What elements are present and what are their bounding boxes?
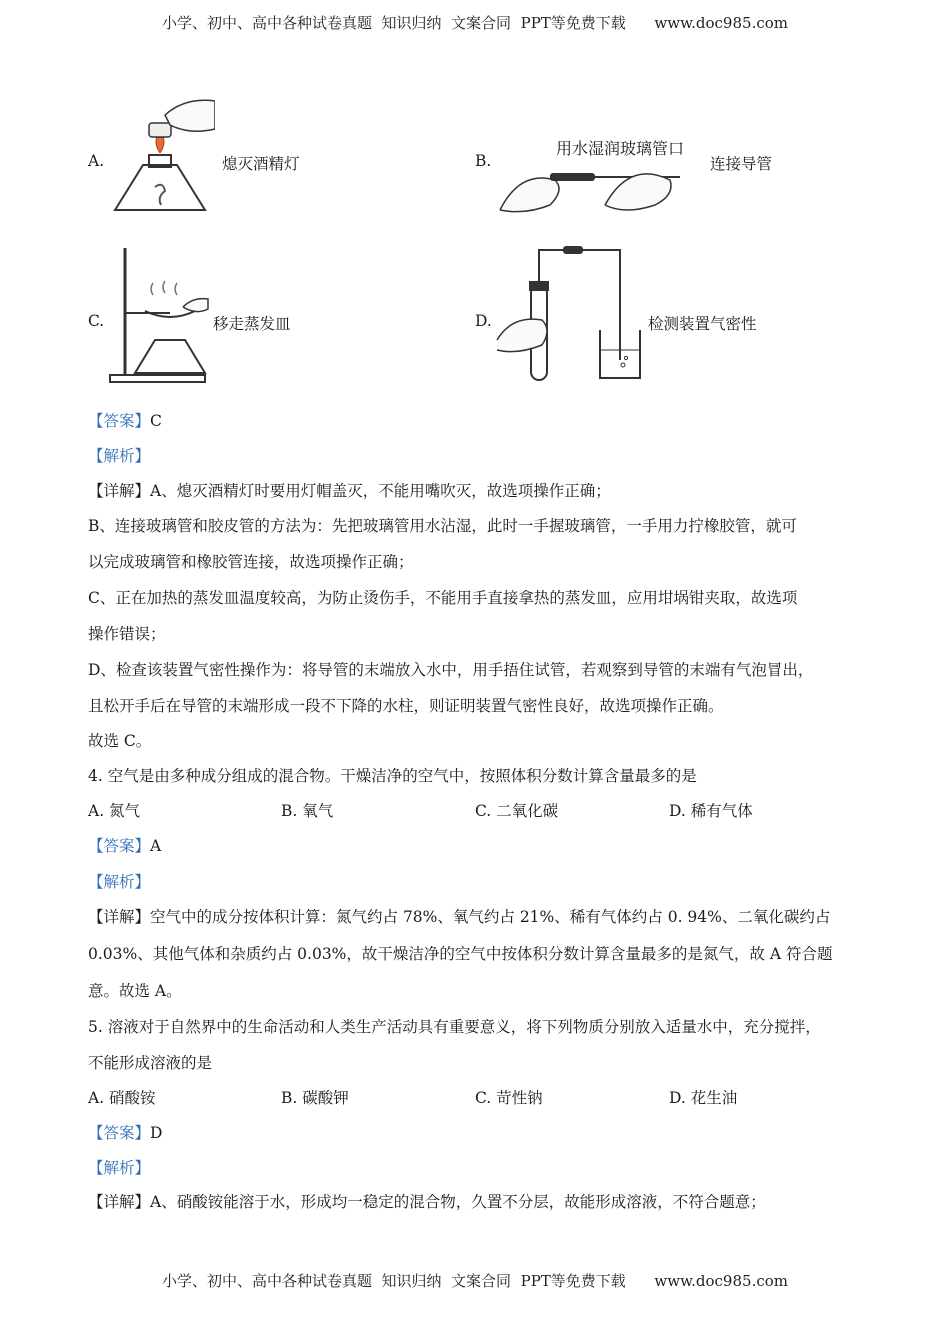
q4-option-c: C. 二氧化碳 <box>475 802 559 820</box>
q3-detail-line: C、正在加热的蒸发皿温度较高，为防止烫伤手，不能用手直接拿热的蒸发皿，应用坩埚钳夹取，故选项 <box>88 589 798 607</box>
detail-tag: 【详解】 <box>88 908 151 926</box>
q4-analysis-tag <box>88 870 150 892</box>
figure-b-label: 用水湿润玻璃管口 <box>556 139 685 158</box>
answer-tag: 【答案】 <box>88 1124 151 1142</box>
detail-tag: 【详解】 <box>88 1193 151 1211</box>
page-footer: 小学、初中、高中各种试卷真题 知识归纳 文案合同 PPT等免费下载 www.doc985.com <box>161 1272 788 1290</box>
option-b-letter: B. <box>475 152 492 170</box>
analysis-tag: 【解析】 <box>88 1159 151 1177</box>
answer-value: D <box>150 1124 163 1142</box>
q5-stem: 不能形成溶液的是 <box>88 1054 213 1072</box>
q4-option-a: A. 氮气 <box>88 802 141 820</box>
q4-detail-line: 意。故选 A。 <box>88 982 182 1000</box>
q5-option-b: B. 碳酸钾 <box>281 1089 349 1107</box>
q5-option-c: C. 苛性钠 <box>475 1089 543 1107</box>
q3-detail-line: 且松开手后在导管的末端形成一段不下降的水柱，则证明装置气密性良好，故选项操作正确。 <box>88 697 724 715</box>
q3-detail-line: 以完成玻璃管和橡胶管连接，故选项操作正确； <box>88 553 414 571</box>
q5-option-d: D. 花生油 <box>669 1089 738 1107</box>
option-b-caption: 连接导管 <box>710 155 773 173</box>
q5-option-a: A. 硝酸铵 <box>88 1089 156 1107</box>
option-a-letter: A. <box>88 152 105 170</box>
detail-text: A、熄灭酒精灯时要用灯帽盖灭，不能用嘴吹灭，故选项操作正确； <box>150 482 611 500</box>
answer-value: A <box>150 837 162 855</box>
q4-detail-line <box>88 905 830 927</box>
tube-connection-figure <box>495 155 685 215</box>
page-header: 小学、初中、高中各种试卷真题 知识归纳 文案合同 PPT等免费下载 www.doc985.com <box>161 14 788 32</box>
q4-answer <box>88 834 161 856</box>
q5-detail-line <box>88 1190 766 1212</box>
evaporating-dish-figure <box>105 245 210 385</box>
detail-text: 空气中的成分按体积计算：氮气约占 78%、氧气约占 21%、稀有气体约占 0. 94%、二氧化碳约占 <box>150 908 831 926</box>
q3-detail-line <box>88 479 611 501</box>
answer-value: C <box>150 412 162 430</box>
airtightness-figure <box>495 245 645 385</box>
option-d-letter: D. <box>475 312 492 330</box>
detail-tag: 【详解】 <box>88 482 151 500</box>
answer-tag: 【答案】 <box>88 837 151 855</box>
q5-analysis-tag <box>88 1156 150 1178</box>
option-c-caption: 移走蒸发皿 <box>213 315 291 333</box>
q5-options <box>0 1086 950 1108</box>
q4-detail-line: 0.03%、其他气体和杂质约占 0.03%，故干燥洁净的空气中按体积分数计算含量最多的是氮气，故 A 符合题 <box>88 945 833 963</box>
q5-answer <box>88 1121 162 1143</box>
option-a-caption: 熄灭酒精灯 <box>222 155 300 173</box>
q5-stem: 5. 溶液对于自然界中的生命活动和人类生产活动具有重要意义，将下列物质分别放入适量水中，充分搅拌， <box>88 1018 821 1036</box>
q3-analysis-tag <box>88 444 150 466</box>
detail-text: A、硝酸铵能溶于水，形成均一稳定的混合物，久置不分层，故能形成溶液，不符合题意； <box>150 1193 766 1211</box>
q3-detail-line: D、检查该装置气密性操作为：将导管的末端放入水中，用手捂住试管，若观察到导管的末端有气泡冒出， <box>88 661 814 679</box>
q4-options <box>0 799 950 821</box>
q4-stem: 4. 空气是由多种成分组成的混合物。干燥洁净的空气中，按照体积分数计算含量最多的是 <box>88 767 697 785</box>
q4-option-b: B. 氧气 <box>281 802 334 820</box>
q3-detail-line: 操作错误； <box>88 625 166 643</box>
analysis-tag: 【解析】 <box>88 873 151 891</box>
analysis-tag: 【解析】 <box>88 447 151 465</box>
q3-conclusion: 故选 C。 <box>88 732 152 750</box>
q3-answer <box>88 409 162 431</box>
option-d-caption: 检测装置气密性 <box>648 315 757 333</box>
option-c-letter: C. <box>88 312 105 330</box>
q3-detail-line: B、连接玻璃管和胶皮管的方法为：先把玻璃管用水沾湿，此时一手握玻璃管，一手用力拧橡胶管，就可 <box>88 517 797 535</box>
answer-tag: 【答案】 <box>88 412 151 430</box>
alcohol-lamp-figure <box>105 95 215 215</box>
q4-option-d: D. 稀有气体 <box>669 802 753 820</box>
